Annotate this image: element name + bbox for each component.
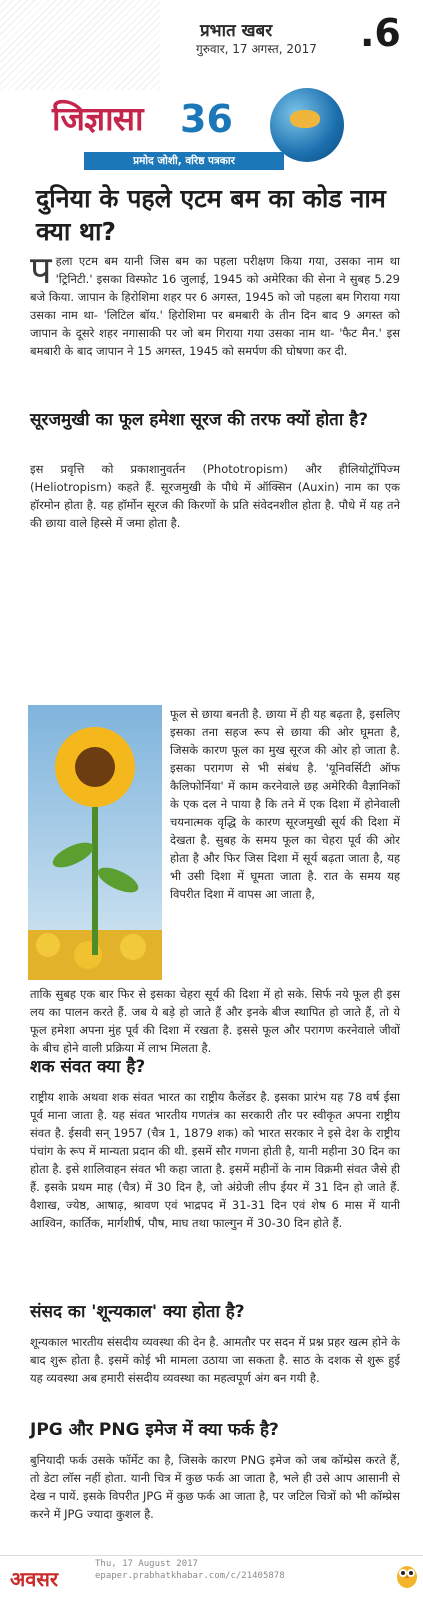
sunflower-image (28, 705, 162, 980)
page-header (0, 0, 423, 90)
article2-title: सूरजमुखी का फूल हमेशा सूरज की तरफ क्यों होता है? (30, 410, 369, 430)
sunflower-illustration (28, 705, 162, 980)
article1-text: हला एटम बम यानी जिस बम का पहला परीक्षण किया गया, उसका नाम था 'ट्रिनिटी.' इसका विस्फोट 16 जुलाई, 1945 को अमेरिका की सेना ने सुबह 5.29 बजे किया. जापान के हिरोशिमा शहर पर 6 अगस्त, 1945 को जो पहला बम गिराया गया उसका नाम था- 'लिटिल बॉय.' हिरोशिमा पर बमबारी के तीन दिन बाद 9 अगस्त को जापान के दूसरे शहर नगासाकी पर जो बम गिराया गया उसका नाम था- 'फैट मैन.' इस बमबारी के बाद जापान ने 15 अगस्त, 1945 को समर्पण की घोषणा कर दी. (30, 254, 400, 358)
paper-date: गुरुवार, 17 अगस्त, 2017 (196, 42, 317, 56)
article2-body-top: इस प्रवृत्ति को प्रकाशानुवर्तन (Phototropism) और हीलियोट्रॉपिज्म (Heliotropism) कहते हैं. सूरजमुखी के पौधे में ऑक्सिन (Auxin) नाम का एक हॉरमोन होता है. यह हॉर्मोन सूरज की किरणों के प्रति संवेदनशील होता है. पौधे में यह तने की छाया वाले हिस्से में जमा होता है. (30, 462, 400, 530)
header-pattern (0, 0, 160, 90)
article1-body (30, 248, 400, 360)
globe-land-shape (290, 110, 320, 128)
article4-body: शून्यकाल भारतीय संसदीय व्यवस्था की देन है. आमतौर पर सदन में प्रश्न प्रहर खत्म होने के बाद शुरू होता है. इसमें कोई भी मामला उठाया जा सकता है. साठ के दशक से शुरू हुई यह व्यवस्था अब हमारी संसदीय व्यवस्था का महत्वपूर्ण अंग बन गयी है. (30, 1335, 400, 1385)
author-byline: प्रमोद जोशी, वरिष्ठ पत्रकार (84, 152, 284, 170)
article2-body-bottom: ताकि सुबह एक बार फिर से इसका चेहरा सूर्य की दिशा में हो सके. सिर्फ नये फूल ही इस लय का पालन करते हैं. जब ये बड़े हो जाते हैं और इनके बीज स्थापित हो जाते हैं, तो ये फूल हमेशा अपना मुंह पूर्व की दिशा में रखता है. इससे फूल और परागण करनेवाले जीवों के बीच होने वाली प्रक्रिया में लाभ मिलता है. (30, 987, 400, 1055)
column-logo: जिज्ञासा (52, 99, 143, 138)
paper-name: प्रभात खबर (200, 21, 273, 41)
owl-icon (396, 1561, 418, 1589)
page-number: .6 (360, 11, 401, 55)
article3-body: राष्ट्रीय शाके अथवा शक संवत भारत का राष्ट्रीय कैलेंडर है. इसका प्रारंभ यह 78 वर्ष ईसा पूर्व माना जाता है. यह संवत भारतीय गणतंत्र का सरकारी तौर पर स्वीकृत अपना राष्ट्रीय संवत है. ईसवी सन् 1957 (चैत्र 1, 1879 शक) को भारत सरकार ने इसे देश के राष्ट्रीय पंचांग के रूप में मान्यता प्रदान की थी. इसमें सौर गणना होती है, यानी महीना 30 दिन का होता है. इसे शालिवाहन संवत भी कहा जाता है. इसमें महीनों के नाम विक्रमी संवत जैसे ही हैं. इसके प्रथम माह (चैत्र) में 30 दिन है, जो अंग्रेजी लीप ईयर में 31 दिन हो जाते हैं. वैशाख, ज्येष्ठ, आषाढ़, श्रावण एवं भाद्रपद में 31-31 दिन एवं शेष 6 मास में यानी आश्विन, कार्तिक, मार्गशीर्ष, पौष, माघ तथा फाल्गुन में 30-30 दिन होते हैं. (30, 1090, 400, 1230)
article3-title: शक संवत क्या है? (30, 1057, 146, 1077)
article5-title: JPG और PNG इमेज में क्या फर्क है? (30, 1420, 279, 1440)
article5-body: बुनियादी फर्क उसके फॉर्मेट का है, जिसके कारण PNG इमेज को जब कॉम्प्रेस करते हैं, तो डेटा लॉस नहीं होता. यानी चित्र में कुछ फर्क आ जाता है, भले ही उसे आप आसानी से देख न पायें. इसके विपरीत JPG में कुछ फर्क आ जाता है, पर जटिल चित्रों को भी कॉम्प्रेस करने में JPG ज्यादा कुशल है. (30, 1453, 400, 1521)
footer-date: Thu, 17 August 2017 (95, 1559, 198, 1569)
article1-dropcap: प (30, 248, 52, 292)
footer-url[interactable]: epaper.prabhatkhabar.com/c/21405878 (95, 1571, 285, 1581)
page-footer (0, 1555, 423, 1601)
footer-logo: अवसर (10, 1567, 59, 1591)
article1-title: दुनिया के पहले एटम बम का कोड नाम क्या था? (36, 184, 386, 246)
column-logo-number: 36 (180, 97, 233, 141)
article4-title: संसद का 'शून्यकाल' क्या होता है? (30, 1302, 245, 1322)
owl-illustration (396, 1561, 418, 1589)
article2-body-side: फूल से छाया बनती है. छाया में ही यह बढ़ता है, इसलिए इसका तना सहज रूप से छाया की ओर घूमता है, जिसके कारण फूल का मुख सूरज की ओर हो जाता है. इसका परागण से भी संबंध है. 'यूनिवर्सिटी ऑफ कैलिफोर्निया' में काम करनेवाले छह अमेरिकी वैज्ञानिकों के एक दल ने पाया है कि तने में एक दिशा में होनेवाली चयनात्मक वृद्धि के कारण सूरजमुखी सूर्य की दिशा में देखता है. सुबह के समय फूल का चेहरा पूर्व की ओर होता है और फिर जिस दिशा में सूर्य बढ़ता जाता है, यह भी उसी दिशा में घूमता जाता है. रात के समय यह विपरीत दिशा में वापस आ जाता है, (170, 707, 400, 901)
